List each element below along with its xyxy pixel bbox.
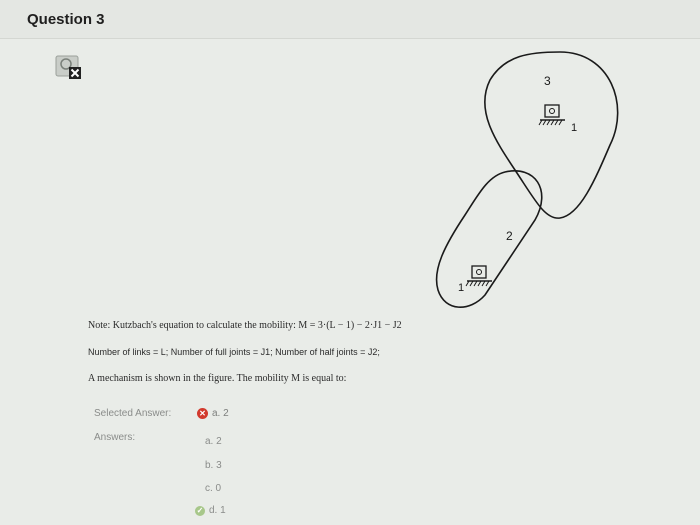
correct-check-icon: ✓ bbox=[196, 505, 204, 515]
selected-answer-label: Selected Answer: bbox=[94, 408, 172, 419]
ground-pivot-top bbox=[539, 105, 565, 125]
link-label-3: 3 bbox=[544, 74, 551, 88]
answer-option-c: c. 0 bbox=[205, 483, 222, 494]
link-2-shape bbox=[437, 171, 542, 307]
ground-pivot-bottom bbox=[466, 266, 492, 286]
variable-definitions: Number of links = L; Number of full joints = J1; Number of half joints = J2; bbox=[88, 347, 380, 357]
question-title: Question 3 bbox=[27, 11, 105, 28]
incorrect-icon: ✕ bbox=[197, 408, 208, 419]
answer-option-d-label: d. 1 bbox=[209, 505, 226, 516]
question-prompt: A mechanism is shown in the figure. The mobility M is equal to: bbox=[88, 373, 347, 384]
link-3-shape bbox=[485, 52, 618, 218]
selected-answer-value: a. 2 bbox=[212, 408, 229, 419]
link-label-1-top: 1 bbox=[571, 122, 578, 134]
answers-label: Answers: bbox=[94, 432, 136, 443]
answer-option-a: a. 2 bbox=[205, 436, 222, 447]
answer-option-d bbox=[195, 505, 226, 516]
kutzbach-note: Note: Kutzbach's equation to calculate the mobility: M = 3·(L − 1) − 2·J1 − J2 bbox=[88, 320, 402, 331]
link-label-1-bottom: 1 bbox=[458, 282, 465, 294]
answer-option-b: b. 3 bbox=[205, 460, 222, 471]
link-label-2: 2 bbox=[506, 229, 513, 243]
selected-answer bbox=[197, 408, 229, 419]
